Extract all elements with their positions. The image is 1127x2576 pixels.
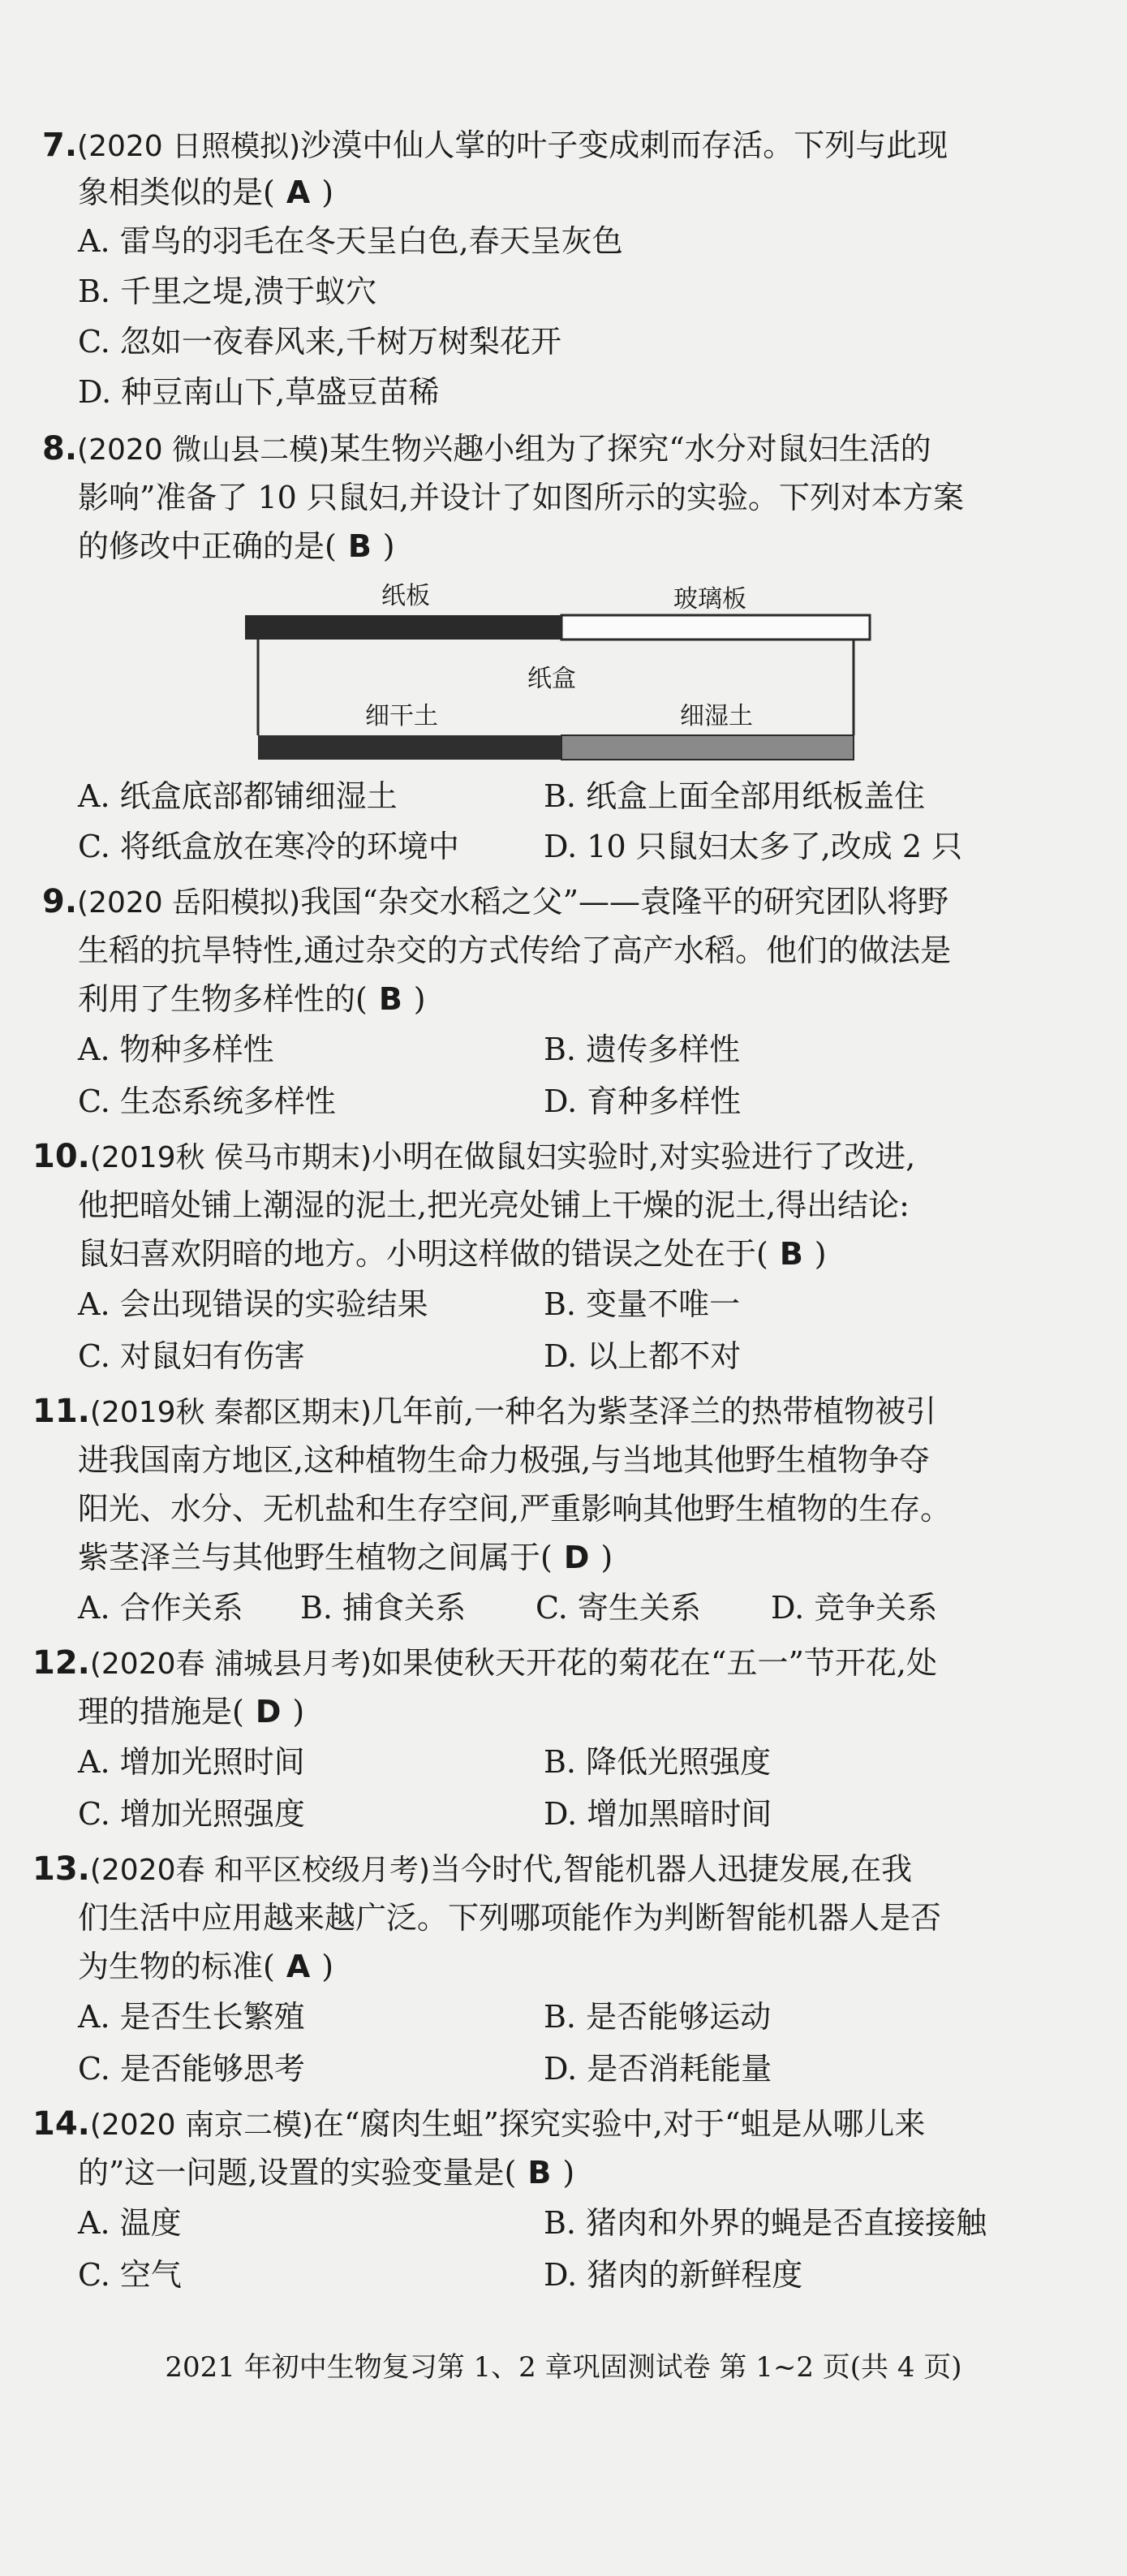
q8-number: 8. bbox=[42, 430, 78, 467]
q7-number: 7. bbox=[42, 127, 78, 164]
q9-answer: B bbox=[378, 981, 402, 1017]
q9-option-d: D. 育种多样性 bbox=[544, 1083, 742, 1119]
q7-option-d: D. 种豆南山下,草盛豆苗稀 bbox=[78, 374, 440, 410]
q7-line-1 bbox=[42, 123, 948, 169]
wet-soil-label: 细湿土 bbox=[680, 702, 753, 730]
q8-option-d: D. 10 只鼠妇太多了,改成 2 只 bbox=[544, 829, 963, 864]
q13-source: (2020春 和平区校级月考) bbox=[89, 1854, 431, 1887]
q7-answer: A bbox=[286, 174, 311, 210]
q14-text-1: 在“腐肉生蛆”探究实验中,对于“蛆是从哪儿来 bbox=[313, 2106, 926, 2142]
q12-line-2 bbox=[78, 1690, 304, 1734]
q14-paren-close: ) bbox=[562, 2155, 575, 2190]
q11-line-2: 进我国南方地区,这种植物生命力极强,与当地其他野生植物争夺 bbox=[78, 1442, 931, 1478]
q8-line-2: 影响”准备了 10 只鼠妇,并设计了如图所示的实验。下列对本方案 bbox=[78, 480, 965, 515]
q12-line-1 bbox=[32, 1641, 937, 1686]
q9-number: 9. bbox=[42, 883, 78, 920]
q10-option-c: C. 对鼠妇有伤害 bbox=[78, 1338, 305, 1374]
q7-option-a: A. 雷鸟的羽毛在冬天呈白色,春天呈灰色 bbox=[78, 223, 623, 259]
q8-source: (2020 微山县二模) bbox=[77, 433, 330, 467]
q10-option-d: D. 以上都不对 bbox=[544, 1338, 742, 1374]
dry-soil-label: 细干土 bbox=[365, 702, 438, 730]
q13-line-3 bbox=[78, 1945, 333, 1988]
dry-soil-bottom bbox=[258, 735, 561, 760]
q9-line-1 bbox=[42, 880, 948, 925]
q13-option-a: A. 是否生长繁殖 bbox=[78, 1999, 305, 2035]
q13-option-d: D. 是否消耗能量 bbox=[544, 2051, 772, 2087]
paper-box-label: 纸盒 bbox=[527, 665, 576, 693]
q13-number: 13. bbox=[32, 1850, 90, 1888]
q12-text-2: 理的措施是( bbox=[78, 1694, 244, 1730]
paperboard-label: 纸板 bbox=[381, 582, 430, 610]
q11-source: (2019秋 秦都区期末) bbox=[89, 1396, 372, 1429]
q8-experiment-diagram bbox=[235, 581, 884, 768]
q10-source: (2019秋 侯马市期末) bbox=[89, 1141, 372, 1174]
q10-paren-close: ) bbox=[814, 1236, 827, 1272]
q13-option-c: C. 是否能够思考 bbox=[78, 2051, 305, 2087]
q11-line-4 bbox=[78, 1536, 613, 1579]
q7-line-2 bbox=[78, 170, 333, 214]
q9-paren-close: ) bbox=[413, 981, 426, 1017]
q9-line-2: 生稻的抗旱特性,通过杂交的方式传给了高产水稻。他们的做法是 bbox=[78, 933, 952, 968]
q12-source: (2020春 浦城县月考) bbox=[89, 1648, 372, 1681]
q10-answer: B bbox=[779, 1236, 803, 1272]
q13-line-2: 们生活中应用越来越广泛。下列哪项能作为判断智能机器人是否 bbox=[78, 1900, 942, 1936]
q11-option-a: A. 合作关系 bbox=[78, 1590, 243, 1626]
q11-answer: D bbox=[563, 1540, 590, 1575]
q12-option-a: A. 增加光照时间 bbox=[78, 1744, 305, 1780]
q8-option-c: C. 将纸盒放在寒冷的环境中 bbox=[78, 829, 459, 864]
q9-source: (2020 岳阳模拟) bbox=[77, 886, 301, 920]
q12-number: 12. bbox=[32, 1644, 90, 1682]
q14-option-b: B. 猪肉和外界的蝇是否直接接触 bbox=[544, 2205, 987, 2241]
q10-line-1 bbox=[32, 1135, 915, 1180]
wet-soil-bottom bbox=[561, 735, 854, 760]
q10-text-3: 鼠妇喜欢阴暗的地方。小明这样做的错误之处在于( bbox=[78, 1236, 768, 1272]
q10-text-1: 小明在做鼠妇实验时,对实验进行了改进, bbox=[372, 1139, 916, 1174]
q9-option-c: C. 生态系统多样性 bbox=[78, 1083, 336, 1119]
q14-answer: B bbox=[527, 2155, 552, 2190]
q14-line-2 bbox=[78, 2151, 574, 2195]
q9-text-3: 利用了生物多样性的( bbox=[78, 981, 368, 1017]
q14-source: (2020 南京二模) bbox=[89, 2109, 314, 2142]
paperboard-top bbox=[245, 615, 561, 640]
q14-option-c: C. 空气 bbox=[78, 2257, 182, 2293]
q9-option-b: B. 遗传多样性 bbox=[544, 1032, 741, 1067]
q12-option-b: B. 降低光照强度 bbox=[544, 1744, 772, 1780]
q8-text-1: 某生物兴趣小组为了探究“水分对鼠妇生活的 bbox=[329, 431, 931, 467]
q13-text-3: 为生物的标准( bbox=[78, 1949, 275, 1984]
q11-line-1 bbox=[32, 1389, 936, 1435]
q11-text-4: 紫茎泽兰与其他野生植物之间属于( bbox=[78, 1540, 553, 1575]
q7-source: (2020 日照模拟) bbox=[77, 130, 301, 163]
q7-option-c: C. 忽如一夜春风来,千树万树梨花开 bbox=[78, 324, 561, 360]
q8-line-1 bbox=[42, 427, 931, 472]
page-footer: 2021 年初中生物复习第 1、2 章巩固测试卷 第 1~2 页(共 4 页) bbox=[165, 2351, 962, 2384]
q10-option-b: B. 变量不唯一 bbox=[544, 1286, 741, 1322]
q14-option-a: A. 温度 bbox=[78, 2205, 182, 2241]
q13-paren-close: ) bbox=[321, 1949, 334, 1984]
q12-answer: D bbox=[255, 1694, 282, 1730]
q8-line-3 bbox=[78, 524, 395, 568]
q8-option-b: B. 纸盒上面全部用纸板盖住 bbox=[544, 778, 926, 814]
q7-text-1: 沙漠中仙人掌的叶子变成刺而存活。下列与此现 bbox=[300, 127, 948, 163]
glass-board-label: 玻璃板 bbox=[673, 585, 746, 614]
q8-answer: B bbox=[347, 528, 372, 564]
q10-number: 10. bbox=[32, 1138, 90, 1175]
q8-paren-close: ) bbox=[382, 528, 395, 564]
q7-text-2: 象相类似的是( bbox=[78, 174, 275, 210]
q11-option-b: B. 捕食关系 bbox=[300, 1590, 467, 1626]
q13-text-1: 当今时代,智能机器人迅捷发展,在我 bbox=[430, 1851, 913, 1887]
q11-paren-close: ) bbox=[600, 1540, 613, 1575]
q14-text-2: 的”这一问题,设置的实验变量是( bbox=[78, 2155, 517, 2190]
q10-line-2: 他把暗处铺上潮湿的泥土,把光亮处铺上干燥的泥土,得出结论: bbox=[78, 1187, 910, 1223]
q12-paren-close: ) bbox=[292, 1694, 305, 1730]
q13-line-1 bbox=[32, 1847, 912, 1893]
q9-line-3 bbox=[78, 977, 426, 1021]
q7-option-b: B. 千里之堤,溃于蚁穴 bbox=[78, 274, 377, 309]
q9-option-a: A. 物种多样性 bbox=[78, 1032, 274, 1067]
q12-option-c: C. 增加光照强度 bbox=[78, 1796, 305, 1832]
glass-board-top bbox=[561, 615, 870, 640]
q12-option-d: D. 增加黑暗时间 bbox=[544, 1796, 772, 1832]
q12-text-1: 如果使秋天开花的菊花在“五一”节开花,处 bbox=[372, 1645, 937, 1681]
q11-option-c: C. 寄生关系 bbox=[536, 1590, 701, 1626]
q11-text-1: 几年前,一种名为紫茎泽兰的热带植物被引 bbox=[372, 1394, 937, 1429]
q8-option-a: A. 纸盒底部都铺细湿土 bbox=[78, 778, 398, 814]
q14-option-d: D. 猪肉的新鲜程度 bbox=[544, 2257, 803, 2293]
q11-option-d: D. 竞争关系 bbox=[771, 1590, 938, 1626]
q10-line-3 bbox=[78, 1232, 827, 1276]
q9-text-1: 我国“杂交水稻之父”——袁隆平的研究团队将野 bbox=[300, 884, 949, 920]
q7-paren-close: ) bbox=[321, 174, 334, 210]
q13-option-b: B. 是否能够运动 bbox=[544, 1999, 772, 2035]
q14-number: 14. bbox=[32, 2105, 90, 2143]
q14-line-1 bbox=[32, 2102, 925, 2147]
q8-text-3: 的修改中正确的是( bbox=[78, 528, 337, 564]
q13-answer: A bbox=[286, 1949, 311, 1984]
q11-line-3: 阳光、水分、无机盐和生存空间,严重影响其他野生植物的生存。 bbox=[78, 1491, 952, 1527]
q11-number: 11. bbox=[32, 1393, 90, 1430]
q10-option-a: A. 会出现错误的实验结果 bbox=[78, 1286, 428, 1322]
